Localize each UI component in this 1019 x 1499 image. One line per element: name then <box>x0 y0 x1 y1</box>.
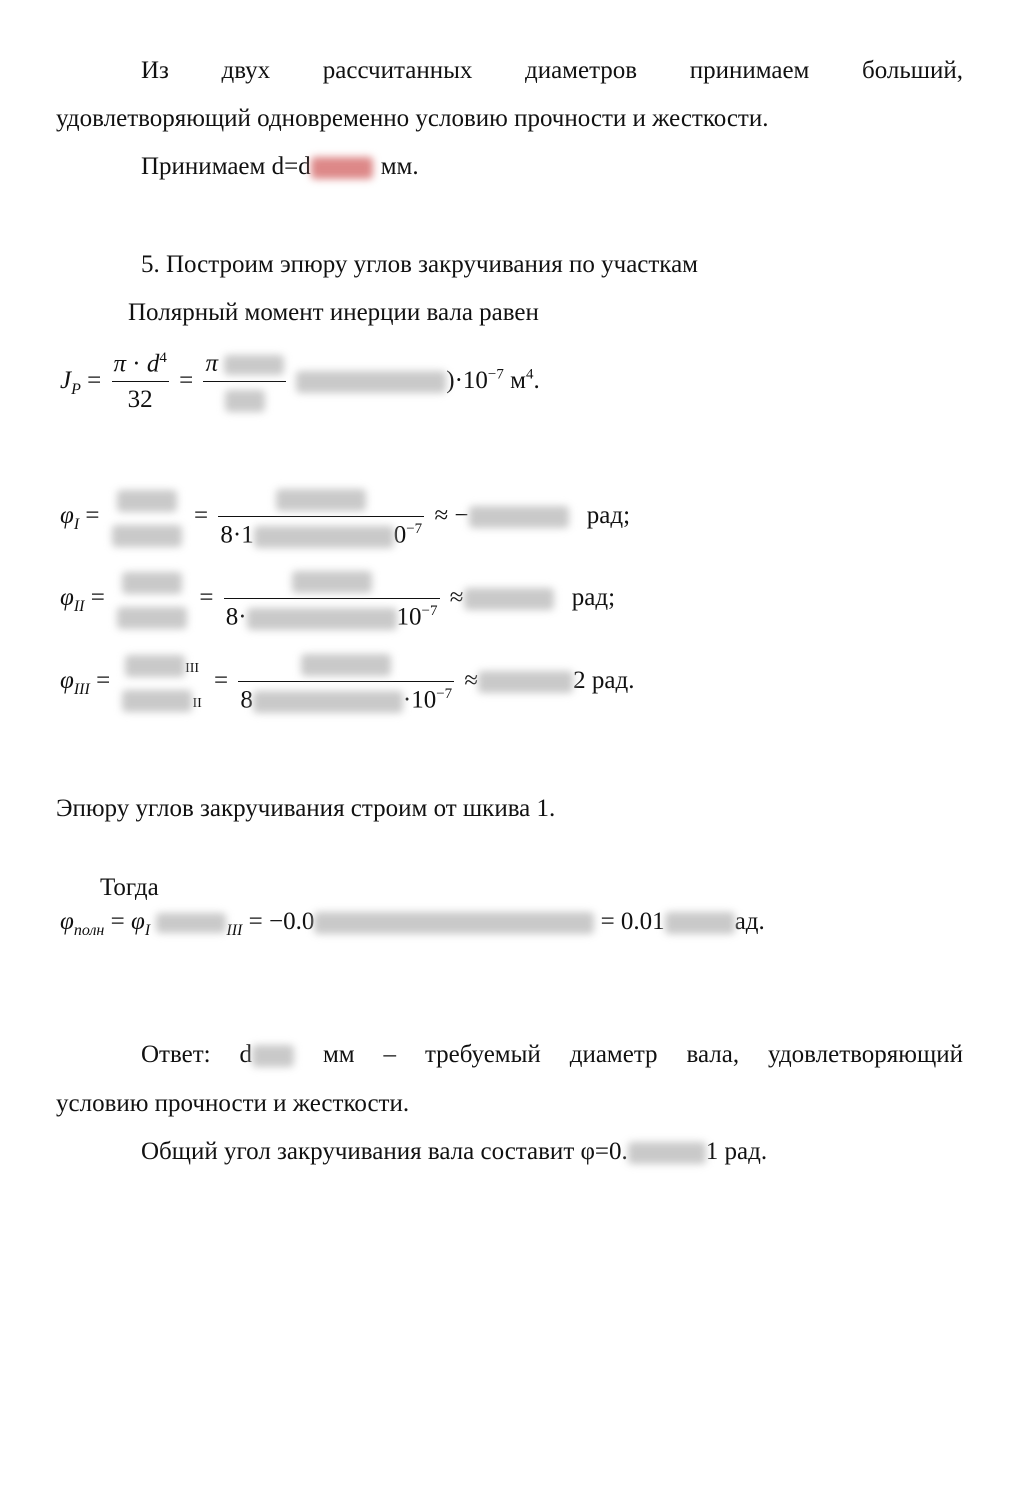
blurred-value <box>247 608 397 630</box>
word: мм <box>322 1041 355 1068</box>
phi-2-frac-a <box>115 568 189 631</box>
value-start: = −0.0 <box>248 908 315 935</box>
word: вала, <box>686 1041 740 1068</box>
answer-line3 <box>141 1139 767 1164</box>
phi-symbol: φ <box>60 583 74 611</box>
blurred-value <box>122 690 192 712</box>
blurred-value <box>254 526 394 548</box>
d-symbol: d <box>146 350 160 378</box>
section-intro: Полярный момент инерции вала равен <box>128 299 539 326</box>
pi-symbol: π <box>205 350 218 378</box>
phi-1-formula: $\varphi_I$ = = 8·1 $0^{-7}$ ≈ − рад; <box>60 485 630 549</box>
phi-3-formula: $\varphi_{III}$ = III II = $8 \cdot 10^{-7}$ ≈ 2 рад. <box>60 650 634 714</box>
blurred-value <box>478 671 573 693</box>
phi-sub: I <box>73 515 80 533</box>
blurred-value <box>253 691 403 713</box>
togda-label: Тогда <box>100 874 159 901</box>
unit: рад; <box>571 583 616 611</box>
exponent: −7 <box>487 366 504 383</box>
jp-denominator: 32 <box>112 381 169 414</box>
index-bottom: II <box>192 695 202 711</box>
approx: ≈ <box>449 583 464 611</box>
period: . <box>533 366 540 394</box>
blurred-value <box>311 157 373 179</box>
para1-line2: удовлетворяющий одновременно условию прочности и жесткости. <box>56 105 769 132</box>
answer-prefix: Общий угол закручивания вала составит φ=0. <box>141 1138 628 1165</box>
pi-symbol: π <box>113 350 127 378</box>
word: Из <box>141 57 169 84</box>
answer-line1 <box>141 1042 963 1067</box>
blurred-value <box>117 607 187 629</box>
word: больший, <box>861 57 963 84</box>
phi-3-frac-a <box>120 651 203 714</box>
phi-symbol: φ <box>60 666 74 694</box>
phi-sub: III <box>226 922 243 939</box>
word <box>240 1042 295 1067</box>
phi-1-frac-b <box>218 485 424 549</box>
section-heading: 5. Построим эпюру углов закручивания по участкам <box>141 251 698 278</box>
phi-2-frac-b <box>224 567 440 631</box>
unit: 2 рад. <box>573 666 635 694</box>
unit: ад. <box>734 908 765 935</box>
word: рассчитанных <box>322 57 473 84</box>
den-suffix: 0 <box>393 521 407 549</box>
den-prefix: 8·1 <box>220 521 254 549</box>
phi-sub: полн <box>73 922 105 939</box>
blurred-value <box>464 588 554 610</box>
phi-3-frac-b <box>238 650 454 714</box>
word: диаметров <box>524 57 638 84</box>
phi-sub: III <box>73 680 90 698</box>
word: Ответ: <box>141 1041 211 1068</box>
phi-1-frac-a <box>110 486 184 549</box>
word: удовлетворяющий <box>768 1041 963 1068</box>
jp-formula: $J_P$ = $\frac{\pi \cdot d^4}{32}$ = π )$\cdot 10^{-7}$ $м^4$. <box>60 350 540 414</box>
blurred-value <box>314 912 594 934</box>
equals: = <box>110 908 125 935</box>
blurred-value <box>665 912 735 934</box>
value-mid: = 0.01 <box>600 908 665 935</box>
accept-line <box>141 154 419 179</box>
den-suffix: ·10 <box>402 686 437 714</box>
blurred-value <box>252 1045 294 1067</box>
blurred-value <box>628 1142 706 1164</box>
blurred-value <box>276 489 366 511</box>
exponent: 4 <box>525 366 534 383</box>
exponent: −7 <box>436 686 453 702</box>
word: двух <box>221 57 271 84</box>
d-letter: d <box>239 1041 253 1068</box>
answer-line2: условию прочности и жесткости. <box>56 1090 410 1117</box>
epure-note: Эпюру углов закручивания строим от шкива 1. <box>56 795 556 822</box>
blurred-value <box>296 371 446 393</box>
unit: рад; <box>586 501 631 529</box>
blurred-value <box>224 355 284 375</box>
jp-fraction: $\frac{\pi \cdot d^4}{32}$ <box>113 350 167 414</box>
word: принимаем <box>689 57 810 84</box>
jp-tail: )·10 <box>446 366 488 394</box>
blurred-value <box>469 506 569 528</box>
word: требуемый <box>424 1041 541 1068</box>
word: диаметр <box>569 1041 658 1068</box>
blurred-value <box>125 655 185 677</box>
blurred-value <box>156 913 226 933</box>
approx: ≈ <box>464 666 479 694</box>
blurred-value <box>292 571 372 593</box>
phi-2-formula: $\varphi_{II}$ = = $8\cdot 10^{-7}$ ≈ рад; <box>60 567 615 631</box>
jp-sub: P <box>71 380 81 398</box>
para1-line1 <box>141 58 963 83</box>
word: – <box>383 1041 397 1068</box>
den-suffix: 10 <box>396 603 422 631</box>
accept-prefix: Принимаем d=d <box>141 153 311 180</box>
blurred-value <box>122 572 182 594</box>
jp-fraction-2 <box>203 350 286 414</box>
phi-symbol: φ <box>60 501 74 529</box>
index-top: III <box>185 660 200 676</box>
exponent: −7 <box>406 521 423 537</box>
answer-suffix: 1 рад. <box>705 1138 768 1165</box>
exponent: −7 <box>421 603 438 619</box>
den-prefix: 8 <box>240 686 253 714</box>
total-formula <box>60 908 765 940</box>
blurred-value <box>301 654 391 676</box>
accept-suffix: мм. <box>380 153 419 180</box>
blurred-value <box>112 525 182 547</box>
phi-symbol: φ <box>60 908 74 935</box>
approx: ≈ − <box>434 501 469 529</box>
blurred-value <box>117 490 177 512</box>
jp-symbol: J <box>60 366 72 394</box>
blurred-value <box>225 390 265 412</box>
unit: м <box>510 366 526 394</box>
den-prefix: 8· <box>225 603 247 631</box>
phi-sub: I <box>144 922 151 939</box>
phi-symbol: φ <box>130 908 145 935</box>
exponent: 4 <box>159 350 167 366</box>
phi-sub: II <box>73 597 85 615</box>
